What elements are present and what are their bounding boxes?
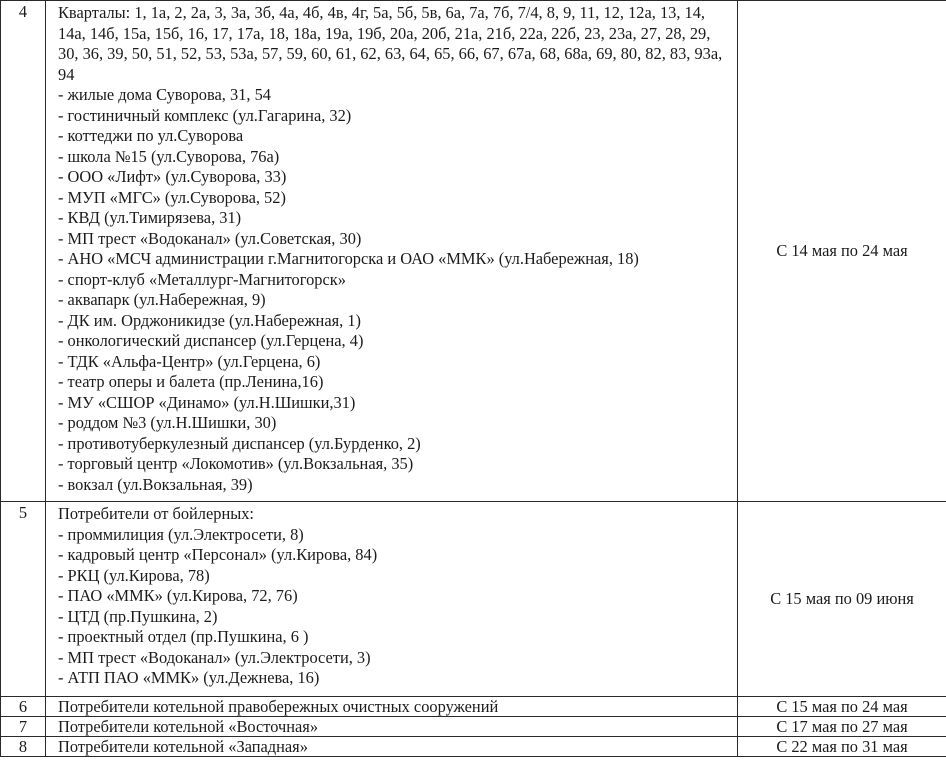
list-item: - вокзал (ул.Вокзальная, 39) bbox=[58, 474, 253, 494]
row-number: 4 bbox=[1, 1, 46, 502]
list-item: - МУ «СШОР «Динамо» (ул.Н.Шишки,31) bbox=[58, 392, 356, 412]
group-heading: Потребители от бойлерных: bbox=[58, 504, 254, 523]
list-item: - КВД (ул.Тимирязева, 31) bbox=[58, 208, 242, 227]
shutdown-period: С 17 мая по 27 мая bbox=[738, 717, 946, 737]
shutdown-period: С 15 мая по 24 мая bbox=[738, 697, 946, 717]
consumers-cell: Потребители котельной «Восточная» bbox=[46, 717, 738, 737]
consumers-cell bbox=[46, 1, 738, 502]
list-item: - онкологический диспансер (ул.Герцена, 4) bbox=[58, 331, 364, 350]
table-row bbox=[1, 697, 946, 717]
row-number: 5 bbox=[1, 502, 46, 697]
list-item: - ДК им. Орджоникидзе (ул.Набережная, 1) bbox=[58, 310, 361, 330]
list-item: - гостиничный комплекс (ул.Гагарина, 32) bbox=[58, 105, 352, 125]
list-item: - МП трест «Водоканал» (ул.Электросети, 3) bbox=[58, 647, 371, 667]
row-number: 6 bbox=[1, 697, 46, 717]
list-item: - торговый центр «Локомотив» (ул.Вокзальная, 35) bbox=[58, 454, 414, 473]
list-item: - ЦТД (пр.Пушкина, 2) bbox=[58, 606, 218, 626]
table-row bbox=[1, 717, 946, 737]
row-number: 7 bbox=[1, 717, 46, 737]
table-row bbox=[1, 1, 946, 502]
consumers-cell: Потребители котельной «Западная» bbox=[46, 737, 738, 757]
list-item: - ООО «Лифт» (ул.Суворова, 33) bbox=[58, 167, 287, 186]
list-item: - АТП ПАО «ММК» (ул.Дежнева, 16) bbox=[58, 668, 320, 687]
table-row bbox=[1, 502, 946, 697]
shutdown-period: С 14 мая по 24 мая bbox=[738, 1, 946, 502]
list-item: - проектный отдел (пр.Пушкина, 6 ) bbox=[58, 627, 309, 646]
list-item: - аквапарк (ул.Набережная, 9) bbox=[58, 290, 266, 309]
list-item: - кадровый центр «Персонал» (ул.Кирова, 84) bbox=[58, 545, 378, 564]
list-item: - РКЦ (ул.Кирова, 78) bbox=[58, 565, 210, 585]
list-item: - противотуберкулезный диспансер (ул.Бурденко, 2) bbox=[58, 433, 421, 453]
list-item: - МУП «МГС» (ул.Суворова, 52) bbox=[58, 187, 286, 207]
consumers-cell: Потребители котельной правобережных очистных сооружений bbox=[46, 697, 738, 717]
list-item: - театр оперы и балета (пр.Ленина,16) bbox=[58, 372, 324, 391]
district-list: Кварталы: 1, 1а, 2, 2а, 3, 3а, 3б, 4а, 4б, 4в, 4г, 5а, 5б, 5в, 6а, 7а, 7б, 7/4, 8, 9, 11, 12, 12а, 13, 14, 14а, 14б, 15а, 15б, 16, 17, 17а, 18, 18а, 19а, 19б, 20а, 20б, 21а, 21б, 22а, 22б, 23, 23а, 27, 28, 29, 30, 36, 39, 50, 51, 52, 53, 53а, 57, 59, 60, 61, 62, 63, 64, 65, 66, 67, 67а, 68, 68а, 69, 80, 82, 83, 93а, 94 bbox=[58, 3, 723, 84]
list-item: - спорт-клуб «Металлург-Магнитогорск» bbox=[58, 269, 346, 289]
shutdown-period: С 22 мая по 31 мая bbox=[738, 737, 946, 757]
list-item: - школа №15 (ул.Суворова, 76а) bbox=[58, 146, 280, 166]
list-item: - жилые дома Суворова, 31, 54 bbox=[58, 85, 271, 104]
table-row bbox=[1, 737, 946, 757]
list-item: - роддом №3 (ул.Н.Шишки, 30) bbox=[58, 413, 277, 432]
row-number: 8 bbox=[1, 737, 46, 757]
list-item: - проммилиция (ул.Электросети, 8) bbox=[58, 524, 304, 544]
shutdown-period: С 15 мая по 09 июня bbox=[738, 502, 946, 697]
list-item: - ТДК «Альфа-Центр» (ул.Герцена, 6) bbox=[58, 351, 321, 371]
list-item: - АНО «МСЧ администрации г.Магнитогорска и ОАО «ММК» (ул.Набережная, 18) bbox=[58, 249, 639, 268]
list-item: - МП трест «Водоканал» (ул.Советская, 30) bbox=[58, 228, 362, 248]
consumers-cell bbox=[46, 502, 738, 697]
list-item: - коттеджи по ул.Суворова bbox=[58, 126, 244, 145]
list-item: - ПАО «ММК» (ул.Кирова, 72, 76) bbox=[58, 586, 298, 605]
